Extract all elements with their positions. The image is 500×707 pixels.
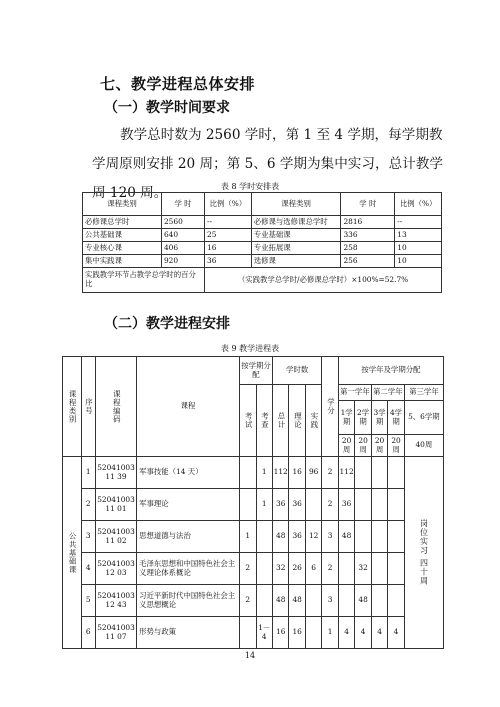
total-cell: 48 [272,521,288,553]
exam-cell [240,617,256,649]
subsection-time-title: （一）教学时间要求 [104,100,230,116]
t8-cell: 10 [395,255,442,268]
h-code: 课程编码 [95,357,136,457]
theory-cell: 36 [289,489,305,521]
practice-cell [305,617,322,649]
section-title: 七、教学进程总体安排 [100,75,256,93]
sem1-cell: 112 [338,457,354,489]
h-category: 课程类别 [63,357,82,457]
sem1-cell [338,585,354,617]
seq-cell: 3 [81,521,95,553]
total-cell: 48 [272,585,288,617]
credit-cell: 2 [322,489,338,521]
theory-cell: 26 [289,553,305,585]
code-cell: 5204100311 01 [95,489,136,521]
total-cell: 112 [272,457,288,489]
h-year1: 第一学年 [338,385,371,401]
t8-cell: 集中实践课 [83,255,162,268]
h-year3: 第三学年 [404,385,443,401]
h-weeks: 20周 [388,435,404,457]
credit-cell: 2 [322,457,338,489]
t8-cell: 专业核心课 [83,242,162,255]
t8-header: 学 时 [341,193,395,216]
sem2-cell: 48 [355,585,371,617]
sem2-cell [355,489,371,521]
h-sem56: 5、6学期 [404,401,443,435]
sem2-cell [355,521,371,553]
sem2-cell: 32 [355,553,371,585]
h-seq: 序号 [81,357,95,457]
h-sem4: 4学期 [388,401,404,435]
t8-cell: 25 [205,229,252,242]
code-cell: 5204100312 43 [95,585,136,617]
sem2-cell [355,457,371,489]
t8-cell: 406 [161,242,204,255]
practice-cell: 96 [305,457,322,489]
h-total: 总计 [272,385,288,457]
h-sem2: 2学期 [355,401,371,435]
course-cell: 军事技能（14 天） [137,457,240,489]
practice-ratio-label: 实践教学环节占教学总学时的百分比 [83,268,205,293]
time-requirement-paragraph: 教学总时数为 2560 学时，第 1 至 4 学期，每学期教学周原则安排 20 周；第 5、6 学期为集中实习，总计教学周 120 周。 [92,127,443,201]
t8-header: 课程类别 [83,193,162,216]
practice-cell: 6 [305,553,322,585]
h-weeks: 20周 [355,435,371,457]
h-course: 课程 [137,357,240,457]
t8-cell: 专业拓展课 [251,242,341,255]
category-public-basic: 公共基础课 [63,457,82,649]
total-cell: 16 [272,617,288,649]
t8-cell: 258 [341,242,395,255]
course-cell: 军事理论 [137,489,240,521]
total-cell: 32 [272,553,288,585]
course-cell: 形势与政策 [137,617,240,649]
h-dist: 按学年及学期分配 [338,357,443,385]
sem1-cell: 48 [338,521,354,553]
h-weeks: 40周 [404,435,443,457]
t8-header: 学 时 [161,193,204,216]
h-exam: 考试 [240,385,256,457]
t8-header: 比例（%） [395,193,442,216]
h-weeks: 20周 [338,435,354,457]
seq-cell: 6 [81,617,95,649]
t8-cell: 必修课总学时 [83,216,162,229]
table8-caption: 表 8 学时安排表 [220,182,280,191]
sem3-cell [371,553,387,585]
t8-cell: 必修课与选修课总学时 [251,216,341,229]
page-number: 14 [244,651,256,660]
practice-ratio-value: （实践教学总学时/必修课总学时）×100%=52.7% [205,268,442,293]
code-cell: 5204100311 02 [95,521,136,553]
t8-cell: 2560 [161,216,204,229]
credit-cell: 3 [322,585,338,617]
course-cell: 毛泽东思想和中国特色社会主义理论体系概论 [137,553,240,585]
teaching-schedule-table [62,356,444,649]
seq-cell: 2 [81,489,95,521]
sem4-cell [388,521,404,553]
sem1-cell: 4 [338,617,354,649]
t8-cell: -- [205,216,252,229]
practice-cell [305,489,322,521]
code-cell: 5204100312 03 [95,553,136,585]
theory-cell: 48 [289,585,305,617]
credit-cell: 3 [322,521,338,553]
t8-cell: 选修课 [251,255,341,268]
course-cell: 思想道德与法治 [137,521,240,553]
t8-cell: -- [395,216,442,229]
sem2-cell: 4 [355,617,371,649]
t8-cell: 640 [161,229,204,242]
sem4-cell [388,585,404,617]
course-cell: 习近平新时代中国特色社会主义思想概论 [137,585,240,617]
h-sem1: 1学期 [338,401,354,435]
exam-cell [240,489,256,521]
sem4-cell: 4 [388,617,404,649]
check-cell [256,553,272,585]
h-assess: 按学期分配 [240,357,273,385]
sem3-cell [371,489,387,521]
h-credit: 学分 [322,357,338,457]
check-cell [256,521,272,553]
theory-cell: 16 [289,617,305,649]
theory-cell: 36 [289,521,305,553]
table-row [83,229,442,242]
table-row [83,242,442,255]
check-cell: 1 [256,489,272,521]
table-row [63,585,444,617]
h-year2: 第二学年 [371,385,404,401]
exam-cell [240,457,256,489]
t8-cell: 专业基础课 [251,229,341,242]
code-cell: 5204100311 07 [95,617,136,649]
table-row [63,553,444,585]
sem4-cell [388,457,404,489]
table-row [83,255,442,268]
table-row [63,489,444,521]
exam-cell: 2 [240,585,256,617]
sem3-cell [371,521,387,553]
hours-allocation-table [82,192,442,293]
sem3-cell: 4 [371,617,387,649]
internship-cell: 岗位实习 四十周 [404,457,443,649]
t8-cell: 16 [205,242,252,255]
subsection-schedule-title: （二）教学进程安排 [104,316,230,332]
sem1-cell [338,553,354,585]
t8-cell: 2816 [341,216,395,229]
t8-cell: 13 [395,229,442,242]
h-sem3: 3学期 [371,401,387,435]
check-cell: 1 [256,457,272,489]
t8-cell: 公共基础课 [83,229,162,242]
check-cell [256,585,272,617]
seq-cell: 5 [81,585,95,617]
credit-cell: 1 [322,617,338,649]
practice-cell: 12 [305,521,322,553]
sem1-cell: 36 [338,489,354,521]
code-cell: 5204100311 39 [95,457,136,489]
t8-header: 比例（%） [205,193,252,216]
seq-cell: 1 [81,457,95,489]
table-row [63,617,444,649]
table-row [83,268,442,293]
h-theory: 理论 [289,385,305,457]
practice-cell [305,585,322,617]
theory-cell: 16 [289,457,305,489]
h-practice: 实践 [305,385,322,457]
t8-cell: 920 [161,255,204,268]
table-row [63,521,444,553]
sem3-cell [371,585,387,617]
table-row [63,457,444,489]
t8-cell: 10 [395,242,442,255]
table9-caption: 表 9 教学进程表 [220,344,280,353]
h-weeks: 20周 [371,435,387,457]
check-cell: 1－4 [256,617,272,649]
sem3-cell [371,457,387,489]
credit-cell: 2 [322,553,338,585]
t8-cell: 336 [341,229,395,242]
sem4-cell [388,489,404,521]
h-check: 考查 [256,385,272,457]
t8-cell: 256 [341,255,395,268]
seq-cell: 4 [81,553,95,585]
total-cell: 36 [272,489,288,521]
t8-cell: 36 [205,255,252,268]
h-hours: 学时数 [272,357,321,385]
t8-header: 课程类别 [251,193,341,216]
exam-cell: 1 [240,521,256,553]
sem4-cell [388,553,404,585]
table-row [83,216,442,229]
exam-cell: 2 [240,553,256,585]
